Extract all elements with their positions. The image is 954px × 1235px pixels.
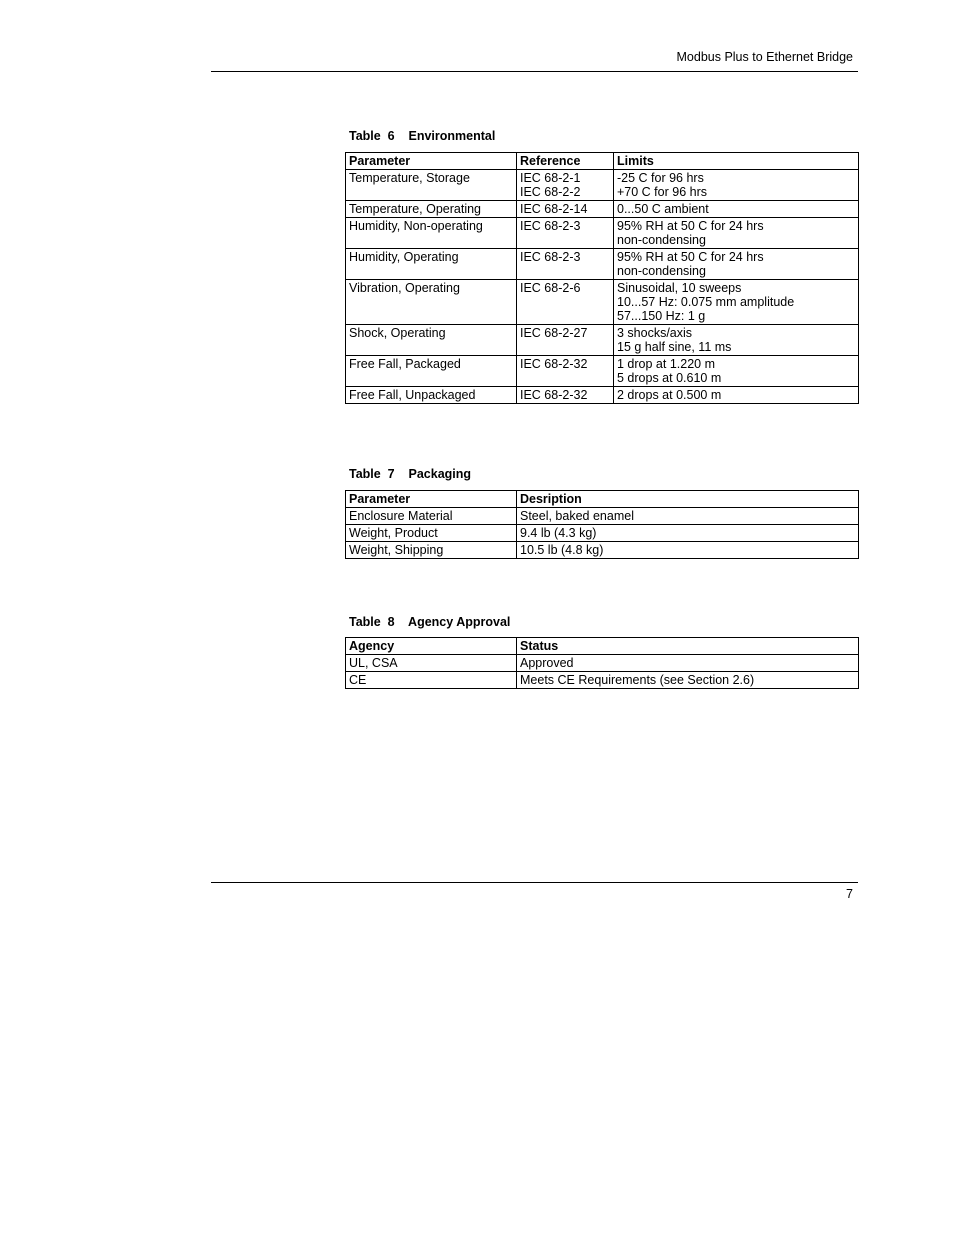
column-header: Reference [517, 153, 614, 170]
header-rule [211, 71, 858, 72]
description-cell: 10.5 lb (4.8 kg) [517, 542, 859, 559]
table-header-row [346, 638, 859, 655]
table-row [346, 280, 859, 325]
limits-cell [614, 280, 859, 325]
parameter-cell: Weight, Product [346, 525, 517, 542]
table-row [346, 170, 859, 201]
column-header: Status [517, 638, 859, 655]
limits-line: 57...150 Hz: 1 g [617, 309, 706, 323]
reference-cell [517, 201, 614, 218]
parameter-cell: Enclosure Material [346, 508, 517, 525]
limits-line: 0...50 C ambient [617, 202, 709, 216]
limits-line: 95% RH at 50 C for 24 hrs [617, 250, 764, 264]
page-number: 7 [846, 887, 853, 901]
reference-line: IEC 68-2-6 [520, 281, 581, 295]
limits-line: non-condensing [617, 233, 706, 247]
limits-line: 3 shocks/axis [617, 326, 693, 340]
column-header: Parameter [346, 491, 517, 508]
limits-cell [614, 249, 859, 280]
limits-line: non-condensing [617, 264, 706, 278]
reference-line: IEC 68-2-27 [520, 326, 588, 340]
agency-cell: UL, CSA [346, 655, 517, 672]
status-cell: Meets CE Requirements (see Section 2.6) [517, 672, 859, 689]
table-header-row [346, 153, 859, 170]
parameter-cell: Humidity, Operating [346, 249, 517, 280]
limits-line: 1 drop at 1.220 m [617, 357, 715, 371]
column-header: Desription [517, 491, 859, 508]
table-row [346, 201, 859, 218]
agency-approval-table [345, 637, 859, 689]
reference-line: IEC 68-2-32 [520, 388, 588, 402]
reference-cell [517, 218, 614, 249]
column-header: Limits [614, 153, 859, 170]
running-header-title: Modbus Plus to Ethernet Bridge [676, 50, 853, 64]
parameter-cell: Weight, Shipping [346, 542, 517, 559]
agency-cell: CE [346, 672, 517, 689]
environmental-table [345, 152, 859, 404]
table-row [346, 655, 859, 672]
limits-line: 15 g half sine, 11 ms [617, 340, 732, 354]
reference-line: IEC 68-2-3 [520, 250, 581, 264]
reference-cell [517, 356, 614, 387]
limits-cell [614, 170, 859, 201]
reference-line: IEC 68-2-32 [520, 357, 588, 371]
table-row [346, 508, 859, 525]
reference-cell [517, 249, 614, 280]
reference-cell [517, 387, 614, 404]
limits-line: -25 C for 96 hrs [617, 171, 704, 185]
limits-line: Sinusoidal, 10 sweeps [617, 281, 742, 295]
reference-cell [517, 325, 614, 356]
limits-line: 95% RH at 50 C for 24 hrs [617, 219, 764, 233]
limits-line: 2 drops at 0.500 m [617, 388, 722, 402]
parameter-cell: Temperature, Storage [346, 170, 517, 201]
parameter-cell: Free Fall, Packaged [346, 356, 517, 387]
reference-line: IEC 68-2-2 [520, 185, 581, 199]
limits-cell [614, 325, 859, 356]
parameter-cell: Free Fall, Unpackaged [346, 387, 517, 404]
limits-cell [614, 201, 859, 218]
status-cell: Approved [517, 655, 859, 672]
reference-line: IEC 68-2-1 [520, 171, 581, 185]
limits-cell [614, 356, 859, 387]
table-row [346, 325, 859, 356]
limits-line: 5 drops at 0.610 m [617, 371, 722, 385]
packaging-table [345, 490, 859, 559]
footer-rule [211, 882, 858, 883]
parameter-cell: Temperature, Operating [346, 201, 517, 218]
table-row [346, 387, 859, 404]
parameter-cell: Humidity, Non-operating [346, 218, 517, 249]
table-7-caption: Table 7 Packaging [349, 467, 472, 481]
limits-cell [614, 218, 859, 249]
table-row [346, 525, 859, 542]
table-row [346, 542, 859, 559]
table-row [346, 249, 859, 280]
column-header: Agency [346, 638, 517, 655]
description-cell: 9.4 lb (4.3 kg) [517, 525, 859, 542]
reference-line: IEC 68-2-14 [520, 202, 588, 216]
table-row [346, 672, 859, 689]
parameter-cell: Vibration, Operating [346, 280, 517, 325]
limits-line: 10...57 Hz: 0.075 mm amplitude [617, 295, 795, 309]
reference-cell [517, 170, 614, 201]
limits-line: +70 C for 96 hrs [617, 185, 707, 199]
reference-cell [517, 280, 614, 325]
table-row [346, 218, 859, 249]
table-6-caption: Table 6 Environmental [349, 129, 496, 143]
table-row [346, 356, 859, 387]
parameter-cell: Shock, Operating [346, 325, 517, 356]
table-8-caption: Table 8 Agency Approval [349, 615, 511, 629]
table-header-row [346, 491, 859, 508]
column-header: Parameter [346, 153, 517, 170]
reference-line: IEC 68-2-3 [520, 219, 581, 233]
limits-cell [614, 387, 859, 404]
description-cell: Steel, baked enamel [517, 508, 859, 525]
